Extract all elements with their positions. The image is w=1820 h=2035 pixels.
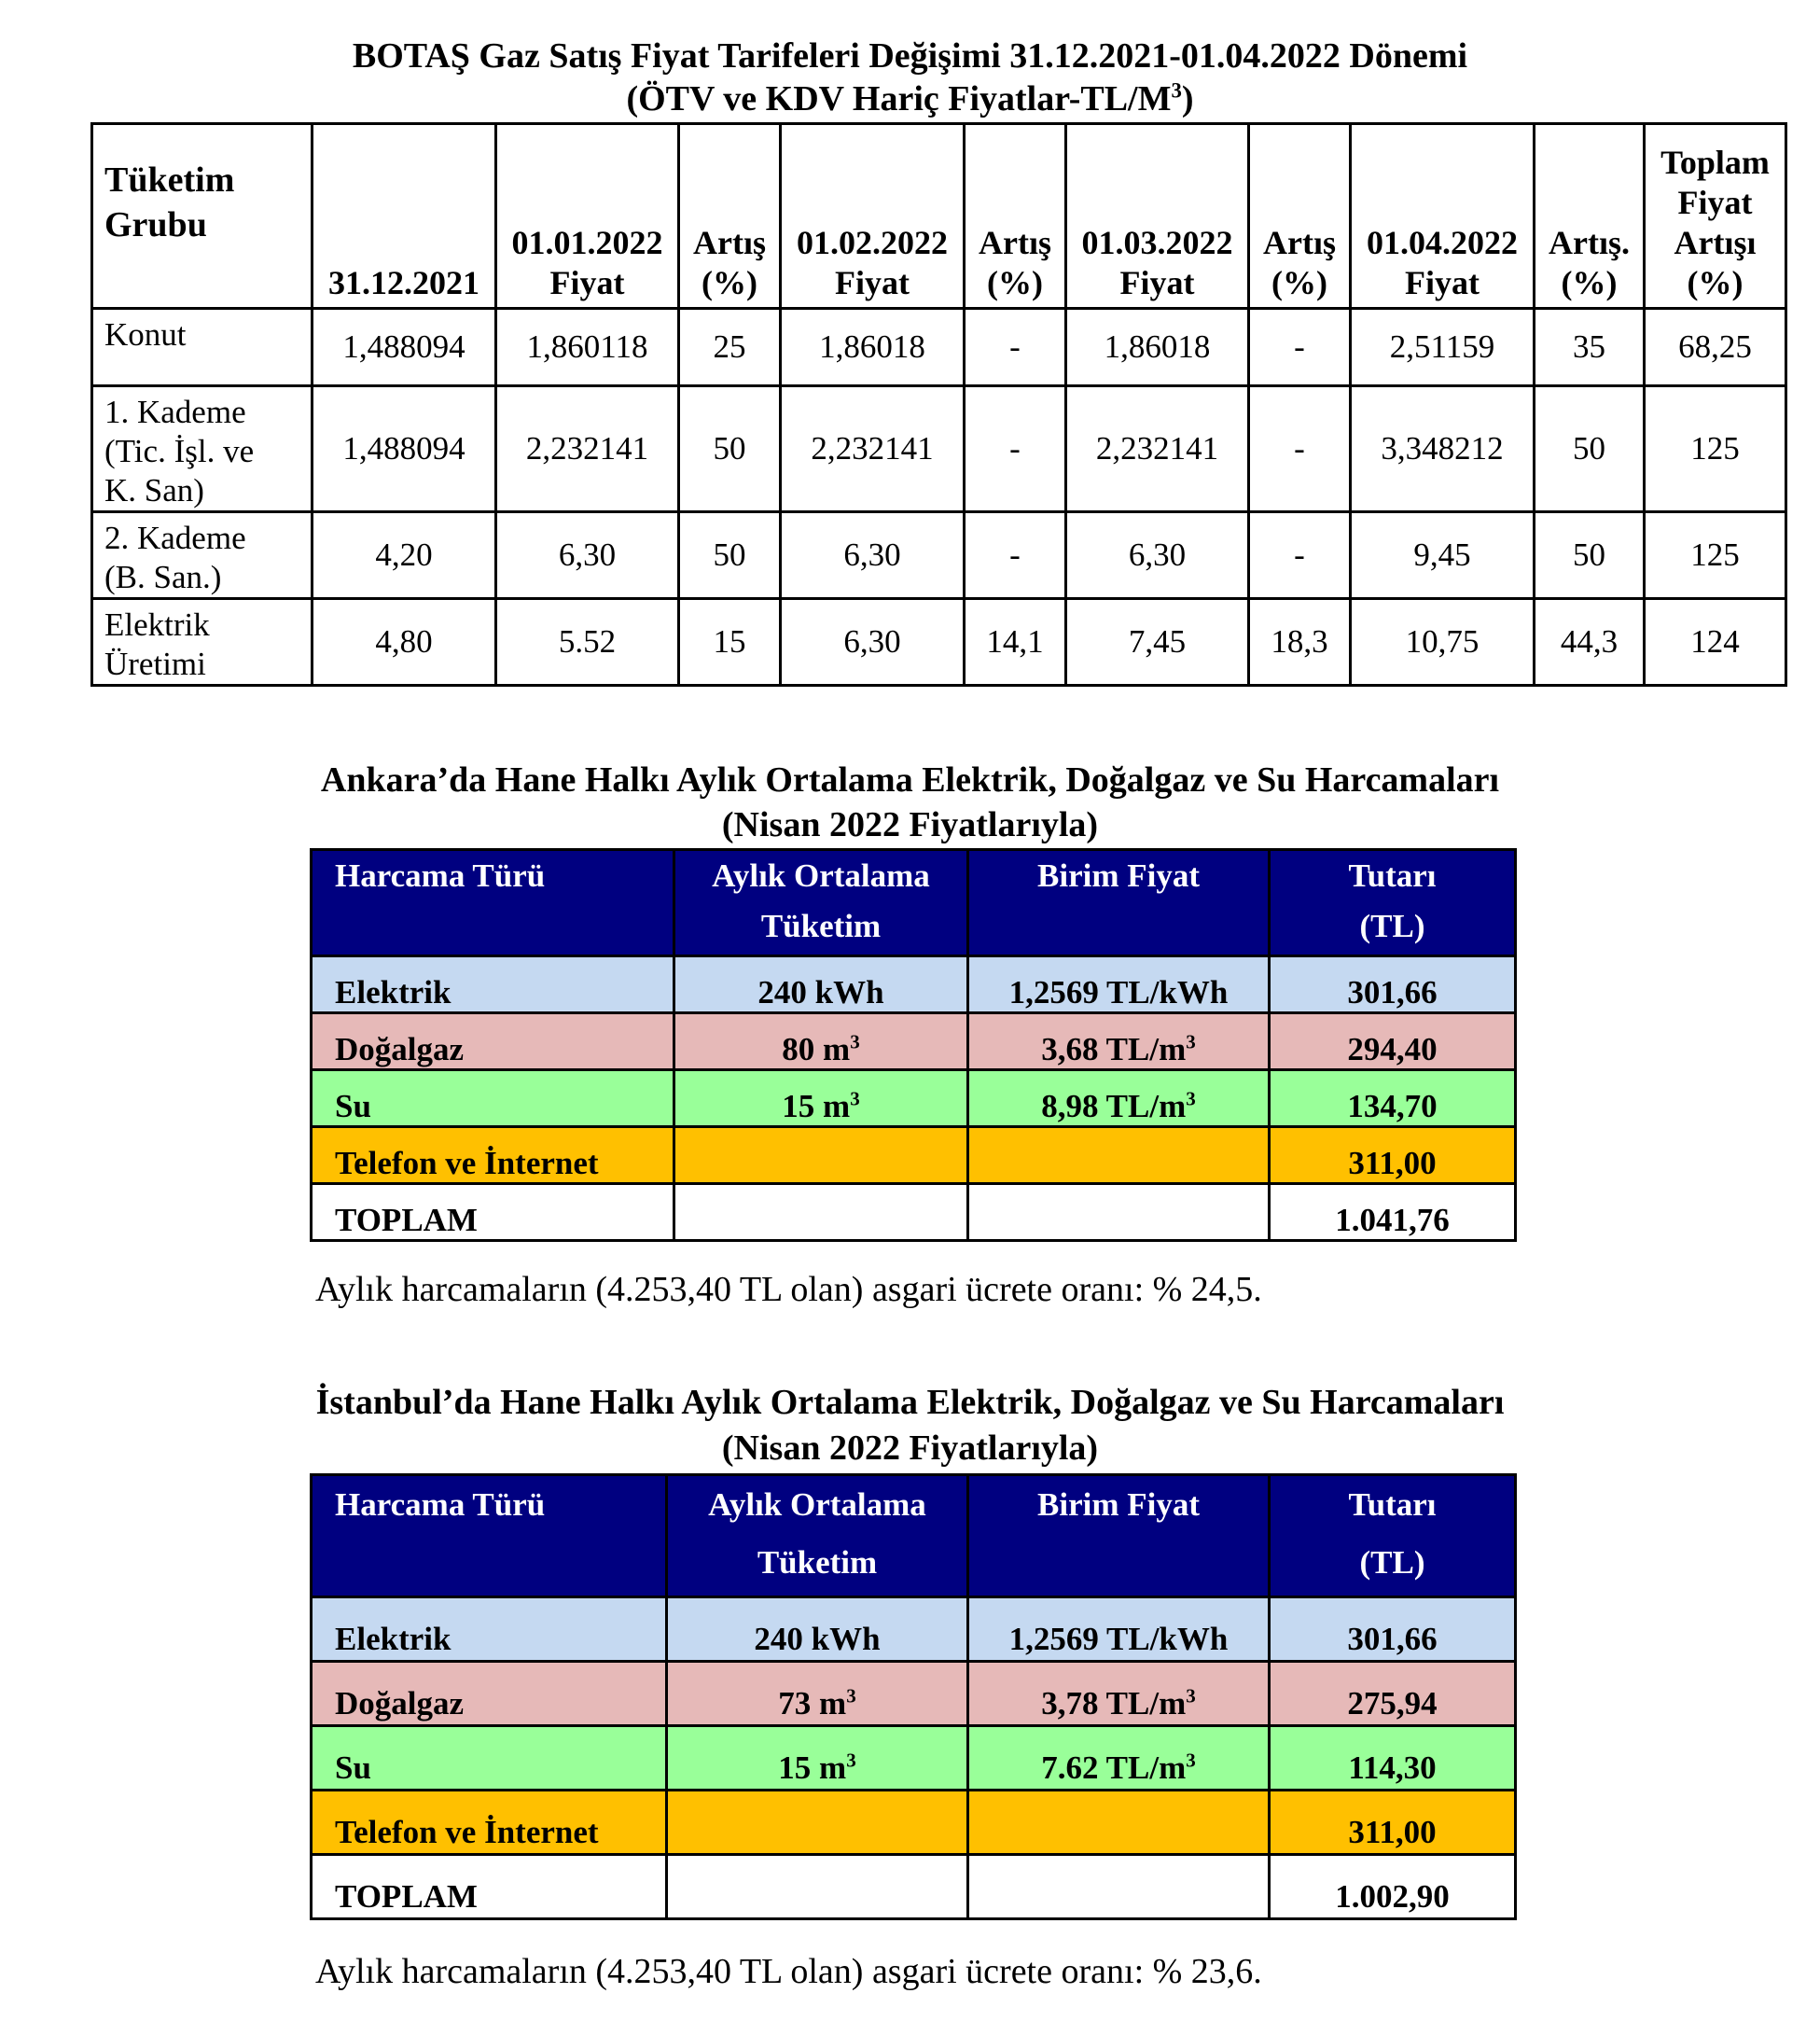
header-consumption: Aylık Ortalama Tüketim [667,1475,968,1597]
cell: TOPLAM [312,1855,667,1919]
cell: 15 [679,599,781,686]
cell: 14,1 [965,599,1066,686]
cell: Doğalgaz [312,1662,667,1726]
cell: 15 $m^3$ [667,1726,968,1791]
cell: 7.62 $TL/m^3$ [968,1726,1270,1791]
cell: 1.041,76 [1270,1184,1516,1241]
botas-title-line1: BOTAŞ Gaz Satış Fiyat Tarifeleri Değişimi 31.12.2021-01.04.2022 Dönemi [352,36,1468,76]
cell: 2,232141 [781,386,965,512]
cell: 35 [1535,309,1645,386]
header-expense-type: Harcama Türü [312,850,674,956]
cell: 1,86018 [781,309,965,386]
row-label-konut: Konut [92,309,313,386]
cell: 8,98 $TL/m^3$ [968,1070,1270,1127]
cell [968,1791,1270,1855]
cell: 134,70 [1270,1070,1516,1127]
cell: 2,232141 [1066,386,1249,512]
cell: 294,40 [1270,1013,1516,1070]
cell: - [1249,386,1351,512]
cell: 1,488094 [313,309,496,386]
cell: 73 $m^3$ [667,1662,968,1726]
header-increase-4: Artış. (%) [1535,124,1645,309]
cell: 4,80 [313,599,496,686]
row-label-kademe-2: 2. Kademe (B. San.) [92,512,313,599]
table-row [92,599,1786,686]
table-row [312,1184,1516,1241]
cell: 125 [1645,386,1786,512]
cell: 125 [1645,512,1786,599]
cell: 6,30 [1066,512,1249,599]
table-header-row [312,850,1516,956]
cell [674,1184,968,1241]
cell: - [1249,309,1351,386]
cell [968,1184,1270,1241]
cell: 18,3 [1249,599,1351,686]
cell: 50 [1535,512,1645,599]
botas-tariff-table [90,122,1787,687]
header-increase-3: Artış (%) [1249,124,1351,309]
cell: 5.52 [496,599,679,686]
cell: 44,3 [1535,599,1645,686]
cell: 68,25 [1645,309,1786,386]
header-date-01-03-2022: 01.03.2022 Fiyat [1066,124,1249,309]
cell: Elektrik [312,1597,667,1662]
table-row [92,512,1786,599]
cell: 311,00 [1270,1791,1516,1855]
botas-title-line2 [0,77,1820,121]
istanbul-title-line2: (Nisan 2022 Fiyatlarıyla) [721,1429,1099,1468]
table-row [312,956,1516,1013]
cell: Doğalgaz [312,1013,674,1070]
table-header-row [92,124,1786,309]
header-increase-2: Artış (%) [965,124,1066,309]
ankara-note: Aylık harcamaların (4.253,40 TL olan) asgari ücrete oranı: % 24,5. [315,1270,1262,1309]
cell [968,1855,1270,1919]
header-amount: Tutarı (TL) [1270,850,1516,956]
cell: 1,86018 [1066,309,1249,386]
cell: 50 [679,386,781,512]
cell: 80 $m^3$ [674,1013,968,1070]
table-row [312,1127,1516,1184]
ankara-title-line2: (Nisan 2022 Fiyatlarıyla) [721,805,1099,844]
header-group: Tüketim Grubu [92,124,313,309]
cell: 6,30 [496,512,679,599]
cell: 6,30 [781,512,965,599]
cell: - [965,386,1066,512]
row-label-kademe-1: 1. Kademe (Tic. İşl. ve K. San) [92,386,313,512]
table-row [312,1013,1516,1070]
cell: 10,75 [1351,599,1535,686]
row-label-elektrik-uretimi: Elektrik Üretimi [92,599,313,686]
cell: - [965,512,1066,599]
cell: 3,348212 [1351,386,1535,512]
header-date-01-01-2022: 01.01.2022 Fiyat [496,124,679,309]
cell: Telefon ve İnternet [312,1127,674,1184]
header-date-31-12-2021: 31.12.2021 [313,124,496,309]
cell: 1,488094 [313,386,496,512]
cell: 275,94 [1270,1662,1516,1726]
cell: 50 [1535,386,1645,512]
istanbul-note: Aylık harcamaların (4.253,40 TL olan) asgari ücrete oranı: % 23,6. [315,1952,1262,1991]
header-increase-1: Artış (%) [679,124,781,309]
cell: 301,66 [1270,1597,1516,1662]
cell: 3,78 $TL/m^3$ [968,1662,1270,1726]
cell: - [1249,512,1351,599]
cell [667,1855,968,1919]
header-total-increase: Toplam Fiyat Artışı (%) [1645,124,1786,309]
table-row [312,1662,1516,1726]
cell: 240 kWh [674,956,968,1013]
cell: 240 kWh [667,1597,968,1662]
cell: TOPLAM [312,1184,674,1241]
header-date-01-02-2022: 01.02.2022 Fiyat [781,124,965,309]
cell: 9,45 [1351,512,1535,599]
cell: 3,68 $TL/m^3$ [968,1013,1270,1070]
cell: 1,2569 TL/kWh [968,1597,1270,1662]
cell: 311,00 [1270,1127,1516,1184]
cell: 124 [1645,599,1786,686]
table-header-row [312,1475,1516,1597]
cell: Su [312,1726,667,1791]
botas-title-text: (ÖTV ve KDV Hariç Fiyatlar-TL/M [626,79,1172,118]
cell [674,1127,968,1184]
table-row [312,1791,1516,1855]
cell: Telefon ve İnternet [312,1791,667,1855]
table-row [312,1726,1516,1791]
cell [667,1791,968,1855]
cell: Elektrik [312,956,674,1013]
botas-title-close: ) [1181,79,1194,118]
cell: 6,30 [781,599,965,686]
cell: 1,2569 TL/kWh [968,956,1270,1013]
header-consumption: Aylık Ortalama Tüketim [674,850,968,956]
table-row [312,1070,1516,1127]
cell: 4,20 [313,512,496,599]
cell: 2,232141 [496,386,679,512]
cell: 1.002,90 [1270,1855,1516,1919]
cell: 15 $m^3$ [674,1070,968,1127]
cell: 7,45 [1066,599,1249,686]
ankara-title-line1: Ankara’da Hane Halkı Aylık Ortalama Elektrik, Doğalgaz ve Su Harcamaları [320,760,1500,800]
header-unit-price: Birim Fiyat [968,850,1270,956]
cell: 1,860118 [496,309,679,386]
cell: 25 [679,309,781,386]
table-row [92,309,1786,386]
cell: 114,30 [1270,1726,1516,1791]
cell: 2,51159 [1351,309,1535,386]
istanbul-expenses-table [310,1473,1517,1920]
ankara-expenses-table [310,848,1517,1242]
header-unit-price: Birim Fiyat [968,1475,1270,1597]
header-expense-type: Harcama Türü [312,1475,667,1597]
cell: Su [312,1070,674,1127]
header-date-01-04-2022: 01.04.2022 Fiyat [1351,124,1535,309]
table-row [312,1597,1516,1662]
table-row [312,1855,1516,1919]
cell: - [965,309,1066,386]
botas-title-superscript: 3 [1171,78,1182,103]
cell: 50 [679,512,781,599]
header-amount: Tutarı (TL) [1270,1475,1516,1597]
table-row [92,386,1786,512]
cell [968,1127,1270,1184]
cell: 301,66 [1270,956,1516,1013]
istanbul-title-line1: İstanbul’da Hane Halkı Aylık Ortalama Elektrik, Doğalgaz ve Su Harcamaları [315,1383,1505,1422]
